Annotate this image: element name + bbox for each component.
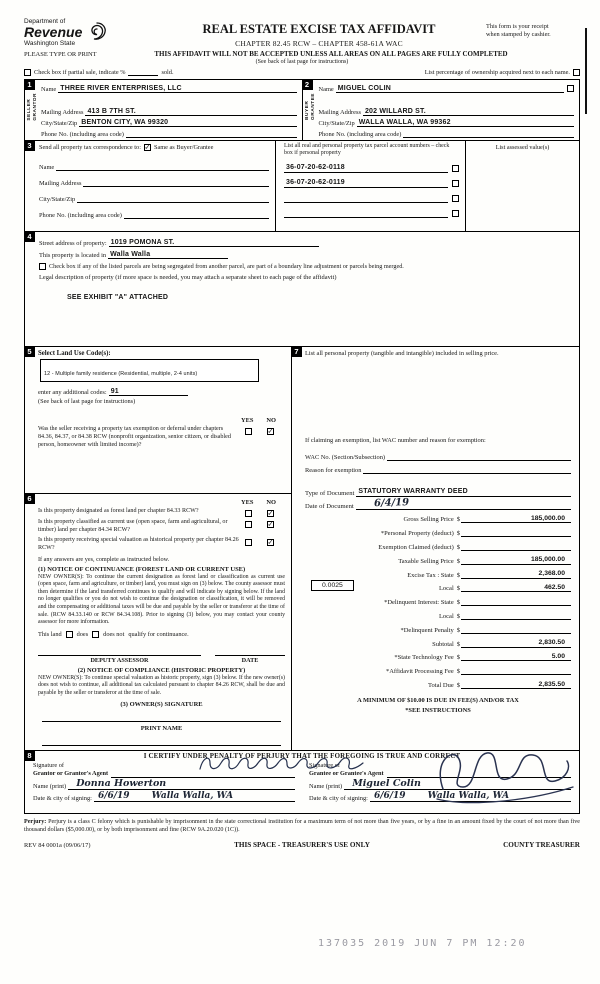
parcel-numbers-header: List all real and personal property tax parcel account numbers – check box if personal property (284, 143, 450, 157)
revenue-label: Revenue (24, 24, 83, 40)
section-1-seller (24, 79, 303, 141)
state-technology-fee-field[interactable]: 5.00 (461, 652, 571, 661)
print-name-heading: PRINT NAME (140, 724, 183, 732)
sec5-see-back-note: (See back of last page for instructions) (38, 398, 136, 405)
money-row-exemption-deduct: Exemption Claimed (deduct) $ (305, 537, 571, 551)
sec5-yes-no-header: YES NO (240, 417, 276, 424)
please-type-label: PLEASE TYPE OR PRINT (24, 51, 97, 58)
grantor-date-value: 6/6/19 (97, 790, 130, 801)
corr-mailing-label: Mailing Address (39, 180, 82, 187)
perjury-text: Perjury is a class C felony which is punishable by imprisonment in the state correctional institution for a maximum term of not more than five years, or by a fine in an amount fixed by the court of not more than five thousand dollars ($5,000.00), or by both imprisonment and fine (RCW 9A.20.020 (1C)). (24, 818, 580, 833)
owner-print-name-line[interactable] (42, 734, 281, 746)
historic-yes-checkbox[interactable] (245, 539, 252, 546)
grantee-signature-field[interactable] (387, 770, 571, 778)
current-use-yes-checkbox[interactable] (245, 521, 252, 528)
delinquent-penalty-field[interactable] (461, 625, 571, 634)
money-row-gross: Gross Selling Price $ 185,000.00 (305, 510, 571, 524)
chapter-subtitle: CHAPTER 82.45 RCW – CHAPTER 458-61A WAC (235, 39, 403, 48)
exemption-note: If claiming an exemption, list WAC number and reason for exemption: (305, 436, 486, 444)
grantee-agent-label: Grantee or Grantee's Agent (309, 769, 384, 777)
taxable-selling-price-field[interactable]: 185,000.00 (461, 556, 571, 565)
dor-logo (24, 18, 152, 47)
seller-name-label: Name (41, 86, 57, 93)
section-3-correspondence (24, 140, 580, 232)
grantor-date-city-field[interactable] (94, 791, 295, 802)
money-row-total-due: Total Due $ 2,835.50 (305, 675, 571, 689)
buyer-name-field[interactable] (336, 85, 564, 94)
money-row-taxable: Taxable Selling Price $ 185,000.00 (305, 551, 571, 565)
section-2-buyer (302, 79, 581, 141)
parcel4-personal-checkbox[interactable] (452, 210, 459, 217)
parcel1-value: 36-07-20-62-0118 (286, 164, 345, 172)
subtotal-field[interactable]: 2,830.50 (461, 639, 571, 648)
grantee-signature-of-label: Signature of (309, 761, 340, 769)
land-does-not-checkbox[interactable] (92, 631, 99, 638)
additional-codes-field[interactable] (109, 388, 188, 397)
located-in-field[interactable] (108, 251, 228, 260)
parties-row (24, 79, 580, 141)
see-back-note: (See back of last page for instructions) (255, 59, 349, 65)
seller-grantor-vertical-label: SELLER GRANTOR (27, 93, 38, 121)
parcel-row-1 (284, 158, 459, 173)
buyer-mailing-value: 202 WILLARD ST. (364, 107, 426, 115)
middle-sections-row (24, 346, 580, 751)
grantor-name-print-label: Name (print) (33, 782, 67, 790)
personal-property-header: List all personal property (tangible and intangible) included in selling price. (305, 350, 499, 357)
legal-description-value: SEE EXHIBIT "A" ATTACHED (67, 294, 169, 301)
legal-description-label: Legal description of property (if more space is needed, you may attach a separate sheet to each page of the affidavit) (39, 274, 337, 281)
delinquent-interest-local-field[interactable] (461, 611, 571, 620)
footer-row (24, 841, 580, 849)
corr-phone-label: Phone No. (including area code) (39, 212, 122, 219)
washington-state-label: Washington State (24, 39, 76, 47)
perjury-paragraph (24, 818, 580, 834)
excise-tax-local-field[interactable]: 462.50 (461, 583, 571, 592)
excise-tax-state-field[interactable]: 2,368.00 (461, 570, 571, 579)
personal-property-deduct-field[interactable] (461, 528, 571, 537)
deputy-assessor-label: DEPUTY ASSESSOR (90, 656, 149, 664)
grantee-signature-block (309, 762, 571, 802)
grantee-name-print-value: Miguel Colin (352, 777, 421, 789)
partial-sale-row (24, 69, 580, 76)
minimum-fee-note: A MINIMUM OF $10.00 IS DUE IN FEE(S) AND/OR TAX (357, 697, 519, 704)
section-2-badge: 2 (302, 79, 313, 90)
buyer-csz-field[interactable] (357, 119, 574, 128)
buyer-ownership-checkbox[interactable] (567, 85, 574, 92)
local-rate-box: 0.0025 (311, 580, 354, 591)
section-7-selling-price (291, 346, 580, 751)
grantor-signature-block (33, 762, 295, 802)
money-row-delinquent-interest-local: Local $ (305, 606, 571, 620)
seller-exemption-no-checkbox[interactable]: ✓ (267, 426, 274, 436)
ownership-percentage-note: List percentage of ownership acquired next to each name. (424, 69, 570, 76)
not-accepted-warning: THIS AFFIDAVIT WILL NOT BE ACCEPTED UNLESS ALL AREAS ON ALL PAGES ARE FULLY COMPLETED (154, 50, 508, 58)
buyer-mailing-label: Mailing Address (318, 109, 361, 116)
money-row-delinquent-penalty: *Delinquent Penalty $ (305, 620, 571, 634)
seller-phone-label: Phone No. (including area code) (41, 131, 124, 138)
grantee-date-value: 6/6/19 (373, 790, 406, 801)
grantee-city-value: Walla Walla, WA (427, 790, 510, 801)
grantor-name-print-value: Donna Howerton (76, 777, 167, 789)
delinquent-interest-state-field[interactable] (461, 597, 571, 606)
exemption-reason-field[interactable] (363, 466, 571, 474)
buyer-csz-value: WALLA WALLA, WA 99362 (358, 118, 451, 126)
land-does-checkbox[interactable] (66, 631, 73, 638)
cashier-date-stamp: 137035 2019 JUN 7 PM 12:20 (318, 938, 527, 949)
parcel1-field[interactable] (284, 164, 448, 173)
receipt-note-line1: This form is your receipt (486, 23, 549, 30)
total-due-field[interactable]: 2,835.50 (461, 680, 571, 689)
land-use-title: Select Land Use Code(s): (38, 350, 111, 357)
forest-land-no-checkbox[interactable]: ✓ (267, 508, 274, 518)
deputy-date-label: DATE (241, 656, 259, 664)
parcel2-field[interactable] (284, 179, 448, 188)
parcel1-personal-checkbox[interactable] (452, 165, 459, 172)
grantor-date-city-label: Date & city of signing: (33, 794, 92, 802)
street-address-label: Street address of property: (39, 240, 107, 247)
parcel2-value: 36-07-20-62-0119 (286, 179, 345, 187)
seller-name-value: THREE RIVER ENTERPRISES, LLC (60, 84, 182, 92)
buyer-phone-label: Phone No. (including area code) (318, 131, 402, 138)
corr-phone-field[interactable] (124, 211, 269, 219)
buyer-name-label: Name (318, 86, 334, 93)
seller-exemption-question: Was the seller receiving a property tax exemption or deferral under chapters 84.36, 84.37, or 84.38 RCW (nonprofit organization, senior citizen, or disabled person, homeowner with limited income)? ✓ (38, 426, 274, 448)
doc-date-field[interactable] (356, 498, 571, 510)
correspondence-label: Send all property tax correspondence to: (39, 144, 141, 151)
located-in-value: Walla Walla (110, 250, 151, 258)
section-7-badge: 7 (291, 346, 302, 357)
rev-form-number: REV 84 0001a (09/06/17) (24, 842, 91, 850)
located-in-label: This property is located in (39, 252, 107, 259)
owner-signature-line[interactable] (42, 710, 281, 722)
additional-codes-label: enter any additional codes: (38, 389, 107, 396)
money-row-processing-fee: *Affidavit Processing Fee $ (305, 661, 571, 675)
department-of-label: Department of (24, 18, 66, 25)
buyer-csz-label: City/State/Zip (318, 120, 355, 127)
partial-sale-label: Check box if partial sale, indicate % (34, 69, 126, 76)
segregated-checkbox[interactable] (39, 263, 46, 270)
current-use-no-checkbox[interactable]: ✓ (267, 519, 274, 529)
receipt-note-line2: when stamped by cashier. (486, 31, 551, 39)
deputy-assessor-row (38, 648, 285, 664)
wac-label: WAC No. (Section/Subsection) (305, 453, 386, 461)
money-row-personal-deduct: *Personal Property (deduct) $ (305, 523, 571, 537)
notice-compliance-heading: (2) NOTICE OF COMPLIANCE (HISTORIC PROPERTY) (77, 666, 246, 674)
section-3-badge: 3 (24, 140, 35, 151)
grantee-date-city-label: Date & city of signing: (309, 794, 368, 802)
exemption-reason-label: Reason for exemption (305, 466, 362, 474)
section-5-badge: 5 (24, 346, 35, 357)
answers-yes-note: If any answers are yes, complete as instructed below. (38, 555, 170, 563)
gross-selling-price-field[interactable]: 185,000.00 (461, 514, 571, 523)
street-address-field[interactable] (109, 239, 319, 248)
seller-mailing-value: 413 B 7TH ST. (87, 107, 136, 115)
buyer-name-value: MIGUEL COLIN (337, 84, 391, 92)
parcel2-personal-checkbox[interactable] (452, 180, 459, 187)
money-row-excise-state: Excise Tax : State $ 2,368.00 (305, 565, 571, 579)
section-8-certification (24, 750, 580, 814)
section-8-badge: 8 (24, 750, 35, 761)
street-address-value: 1019 POMONA ST. (110, 238, 175, 246)
grantor-city-value: Walla Walla, WA (151, 790, 234, 801)
historic-property-question: Is this property receiving special valuation as historical property per chapter 84.26 RCW? ✓ (38, 536, 274, 551)
money-row-excise-local: 0.0025 Local $ 462.50 (305, 579, 571, 593)
same-as-buyer-checkbox[interactable]: ✓ (144, 142, 151, 152)
seller-mailing-label: Mailing Address (41, 109, 84, 116)
money-row-delinquent-interest-state: *Delinquent Interest: State $ (305, 592, 571, 606)
doc-type-label: Type of Document (305, 489, 355, 497)
partial-percent-field[interactable] (128, 69, 158, 76)
corr-name-field[interactable] (56, 163, 269, 171)
sold-label: sold. (161, 69, 174, 76)
land-qualify-row: This land does does not qualify for continuance. (38, 630, 189, 638)
forest-land-question: Is this property designated as forest land per chapter 84.33 RCW? ✓ (38, 508, 274, 518)
seller-csz-field[interactable] (79, 119, 296, 128)
deputy-date-line[interactable] (215, 648, 285, 656)
doc-type-field[interactable] (356, 488, 571, 497)
same-as-buyer-label: Same as Buyer/Grantee (153, 144, 214, 151)
assessed-values-header: List assessed value(s) (495, 144, 550, 151)
buyer-phone-field[interactable] (403, 130, 574, 138)
see-instructions-note: *SEE INSTRUCTIONS (405, 707, 471, 714)
scan-edge-artifact (585, 28, 587, 114)
form-title: REAL ESTATE EXCISE TAX AFFIDAVIT (202, 22, 436, 36)
corr-name-label: Name (39, 164, 55, 171)
seller-mailing-field[interactable] (85, 108, 296, 117)
current-use-question: Is this property classified as current use (open space, farm and agricultural, or timber) land per chapter 84.34 RCW? ✓ (38, 519, 274, 533)
seller-csz-value: BENTON CITY, WA 99320 (81, 118, 169, 126)
dor-swirl-icon (86, 21, 108, 43)
corr-csz-field[interactable] (77, 195, 269, 203)
parcel-row-4 (284, 203, 459, 218)
parcel4-field[interactable] (284, 209, 448, 218)
exemption-claimed-field[interactable] (461, 542, 571, 551)
grantee-name-print-field[interactable] (344, 778, 571, 790)
grantor-name-print-field[interactable] (68, 778, 295, 790)
notice-continuance-heading: (1) NOTICE OF CONTINUANCE (FOREST LAND OR CURRENT USE) (38, 565, 246, 573)
parcel-row-2 (284, 173, 459, 188)
historic-no-checkbox[interactable]: ✓ (267, 537, 274, 547)
section-1-badge: 1 (24, 79, 35, 90)
grantee-date-city-field[interactable] (370, 791, 571, 802)
seller-csz-label: City/State/Zip (41, 120, 78, 127)
perjury-certification-line: I CERTIFY UNDER PENALTY OF PERJURY THAT THE FOREGOING IS TRUE AND CORRECT (143, 752, 461, 760)
segregated-label: Check box if any of the listed parcels are being segregated from another parcel, are part of a boundary line adjustment or parcels being merged. (49, 263, 404, 270)
form-header (24, 18, 580, 48)
county-treasurer-label: COUNTY TREASURER (503, 841, 580, 850)
seller-exemption-yes-checkbox[interactable] (245, 428, 252, 435)
treasurer-use-label: THIS SPACE - TREASURER'S USE ONLY (234, 841, 370, 850)
land-use-code-field[interactable] (40, 359, 259, 382)
land-use-code-value: 12 - Multiple family residence (Residential, multiple, 2-4 units) (44, 370, 198, 377)
buyer-grantee-vertical-label: BUYER GRANTEE (304, 93, 316, 120)
doc-date-label: Date of Document (305, 502, 354, 510)
parcel3-field[interactable] (284, 194, 448, 203)
section-6-classification (24, 493, 292, 751)
header-line2 (24, 50, 580, 58)
notice-continuance-paragraph: NEW OWNER(S): To continue the current designation as forest land or classification as current use (open space, farm and agriculture, or timber) land, you must sign on (3) below. The county assessor must then determine if the land transferred continues to qualify and will indicate by signing below. If the land no longer qualifies or you do not wish to continue the designation or classification, it will be removed and the compensating or additional taxes will be due and payable by the seller or transferor at the time of sale. (RCW 84.33.140 or RCW 84.34.108). Prior to signing (3) below, you may contact your county assessor for more information. (38, 573, 285, 626)
perjury-bold-label: Perjury: (24, 818, 47, 825)
parcel-row-3 (284, 188, 459, 203)
doc-type-value: STATUTORY WARRANTY DEED (358, 488, 468, 496)
notice-compliance-paragraph: NEW OWNER(S): To continue special valuation as historic property, sign (3) below. If the new owner(s) does not wish to continue, all additional tax calculated pursuant to chapter 84.26 RCW, shall be due and payable by the seller or transferor at the time of sale. (38, 674, 285, 697)
section-5-land-use (24, 346, 292, 494)
section-6-badge: 6 (24, 493, 35, 504)
seller-name-field[interactable] (58, 85, 296, 94)
doc-date-value: 6/4/19 (373, 496, 410, 509)
forest-land-yes-checkbox[interactable] (245, 510, 252, 517)
section-4-badge: 4 (24, 231, 35, 242)
additional-codes-value: 91 (110, 387, 119, 395)
sec6-yes-no-header: YES NO (240, 499, 276, 506)
buyer-mailing-field[interactable] (363, 108, 574, 117)
receipt-note (486, 18, 580, 39)
seller-phone-field[interactable] (126, 130, 297, 138)
section-4-property (24, 231, 580, 347)
ownership-checkbox[interactable] (573, 69, 580, 76)
money-row-tech-fee: *State Technology Fee $ 5.00 (305, 648, 571, 662)
grantor-agent-label: Grantor or Grantor's Agent (33, 769, 109, 777)
parcel3-personal-checkbox[interactable] (452, 195, 459, 202)
grantee-name-print-label: Name (print) (309, 782, 343, 790)
affidavit-processing-fee-field[interactable] (461, 666, 571, 675)
corr-mailing-field[interactable] (83, 179, 269, 187)
corr-csz-label: City/State/Zip (39, 196, 76, 203)
grantor-signature-of-label: Signature of (33, 761, 64, 769)
partial-sale-checkbox[interactable] (24, 69, 31, 76)
owner-signature-heading: (3) OWNER(S) SIGNATURE (120, 700, 203, 708)
deputy-assessor-line[interactable] (38, 648, 201, 656)
wac-number-field[interactable] (387, 453, 571, 461)
money-row-subtotal: Subtotal $ 2,830.50 (305, 634, 571, 648)
grantor-signature-field[interactable] (111, 770, 295, 778)
